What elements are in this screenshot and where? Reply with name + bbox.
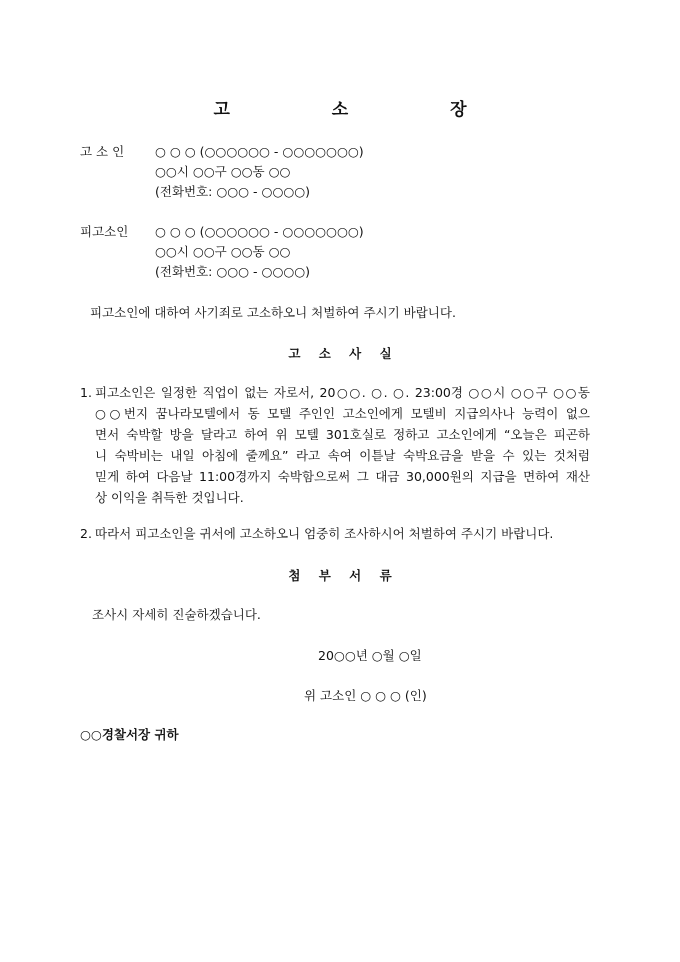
addressee: ○○경찰서장 귀하 bbox=[80, 727, 179, 742]
complainant-details bbox=[155, 142, 364, 202]
defendant-name-id: ○ ○ ○ (○○○○○○ - ○○○○○○○) bbox=[155, 224, 364, 239]
fact-item-text bbox=[95, 523, 590, 544]
complainant-phone: (전화번호: ○○○ - ○○○○) bbox=[155, 184, 311, 199]
fact-line: ○○번지 꿈나라모텔에서 동 모텔 주인인 고소인에게 모텔비 지급의사나 능력이 없으 bbox=[95, 406, 590, 421]
fact-item-number: 1. bbox=[80, 385, 92, 400]
attachments-heading: 첨 부 서 류 bbox=[288, 568, 399, 583]
complainant-signature-line: 위 고소인 ○ ○ ○ (인) bbox=[304, 688, 427, 703]
complainant-name-id: ○ ○ ○ (○○○○○○ - ○○○○○○○) bbox=[155, 144, 364, 159]
document-title: 고 소 장 bbox=[213, 100, 515, 120]
complainant-label: 고 소 인 bbox=[80, 144, 125, 159]
facts-heading: 고 소 사 실 bbox=[288, 346, 399, 361]
defendant-phone: (전화번호: ○○○ - ○○○○) bbox=[155, 264, 311, 279]
complaint-intro: 피고소인에 대하여 사기죄로 고소하오니 처벌하여 주시기 바랍니다. bbox=[90, 305, 456, 320]
fact-line: 믿게 하여 다음날 11:00경까지 숙박함으로써 그 대금 30,000원의 지급을 면하여 재산 bbox=[95, 469, 590, 484]
defendant-details bbox=[155, 222, 364, 282]
fact-item-text bbox=[95, 382, 590, 508]
fact-line: 면서 숙박할 방을 달라고 하여 위 모텔 301호실로 정하고 고소인에게 “오늘은 피곤하 bbox=[95, 427, 590, 442]
fact-item-number: 2. bbox=[80, 526, 92, 541]
filing-date: 20○○년 ○월 ○일 bbox=[318, 648, 422, 663]
fact-line: 피고소인은 일정한 직업이 없는 자로서, 20○○. ○. ○. 23:00경 ○○시 ○○구 ○○동 bbox=[95, 385, 590, 400]
attachments-text: 조사시 자세히 진술하겠습니다. bbox=[92, 607, 261, 622]
fact-line: 니 숙박비는 내일 아침에 줄께요” 라고 속여 이튿날 숙박요금을 받을 수 있는 것처럼 bbox=[95, 448, 590, 463]
fact-line: 따라서 피고소인을 귀서에 고소하오니 엄중히 조사하시어 처벌하여 주시기 바랍니다. bbox=[95, 526, 554, 541]
complainant-address: ○○시 ○○구 ○○동 ○○ bbox=[155, 164, 291, 179]
defendant-address: ○○시 ○○구 ○○동 ○○ bbox=[155, 244, 291, 259]
defendant-label: 피고소인 bbox=[80, 224, 129, 239]
fact-line: 상 이익을 취득한 것입니다. bbox=[95, 490, 244, 505]
